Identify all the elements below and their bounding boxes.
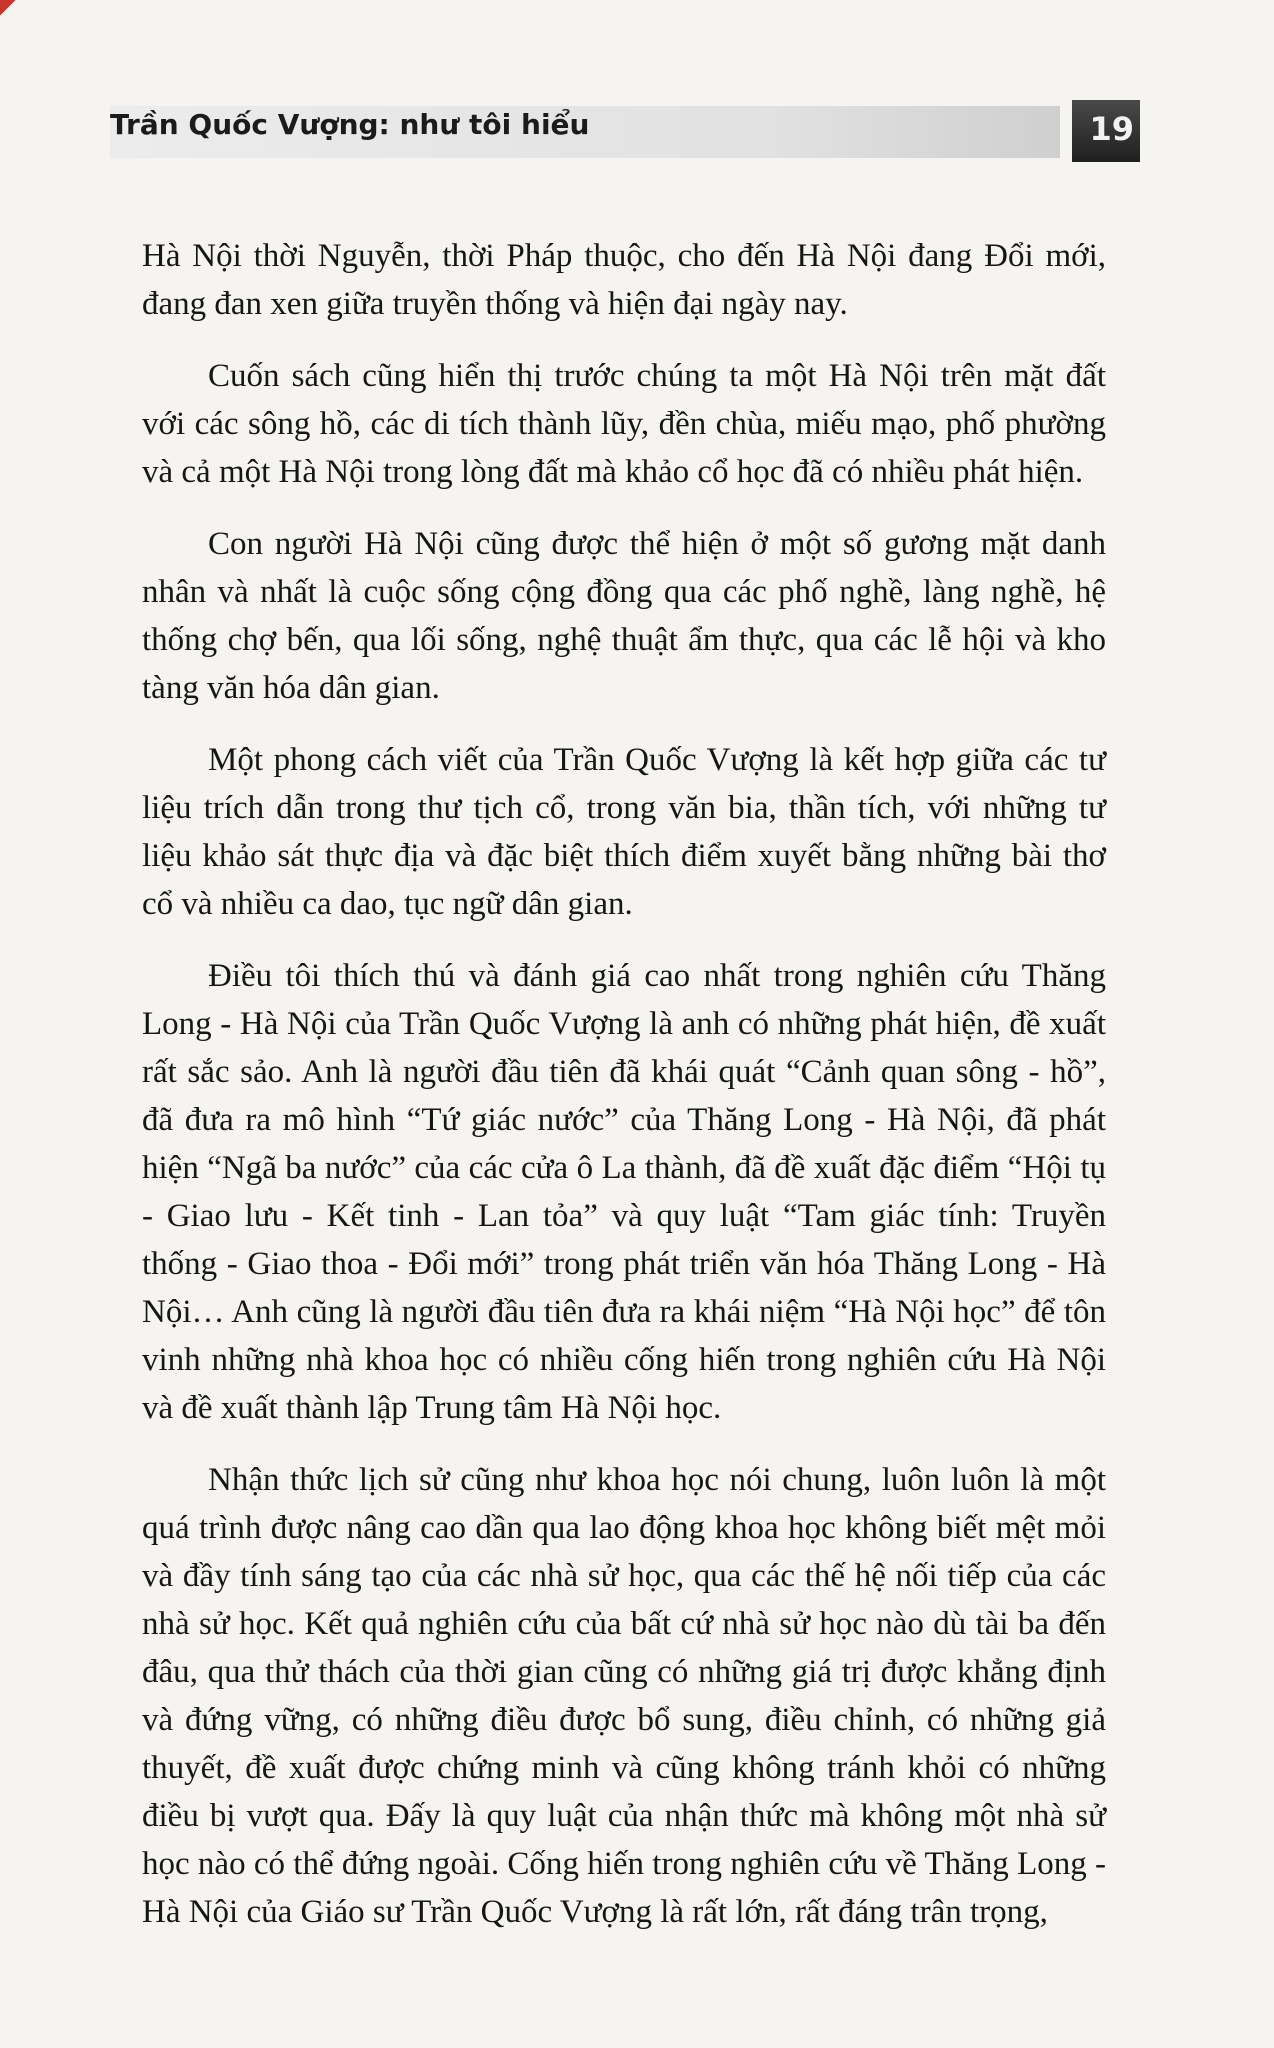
running-title: Trần Quốc Vượng: như tôi hiểu — [110, 108, 590, 141]
body-text — [142, 232, 1106, 1960]
paragraph: Một phong cách viết của Trần Quốc Vượng là kết hợp giữa các tư liệu trích dẫn trong thư tịch cổ, trong văn bia, thần tích, với những tư liệu khảo sát thực địa và đặc biệt thích điểm xuyết bằng những bài thơ cổ và nhiều ca dao, tục ngữ dân gian. — [142, 742, 1106, 922]
page-header — [110, 96, 1140, 168]
page-number: 19 — [1089, 110, 1134, 148]
corner-mark — [0, 0, 26, 18]
paragraph: Điều tôi thích thú và đánh giá cao nhất trong nghiên cứu Thăng Long - Hà Nội của Trần Quốc Vượng là anh có những phát hiện, đề xuất rất sắc sảo. Anh là người đầu tiên đã khái quát “Cảnh quan sông - hồ”, đã đưa ra mô hình “Tứ giác nước” của Thăng Long - Hà Nội, đã phát hiện “Ngã ba nước” của các cửa ô La thành, đã đề xuất đặc điểm “Hội tụ - Giao lưu - Kết tinh - Lan tỏa” và quy luật “Tam giác tính: Truyền thống - Giao thoa - Đổi mới” trong phát triển văn hóa Thăng Long - Hà Nội… Anh cũng là người đầu tiên đưa ra khái niệm “Hà Nội học” để tôn vinh những nhà khoa học có nhiều cống hiến trong nghiên cứu Hà Nội và đề xuất thành lập Trung tâm Hà Nội học. — [142, 958, 1106, 1426]
page-number-box — [1072, 100, 1140, 162]
paragraph: Cuốn sách cũng hiển thị trước chúng ta một Hà Nội trên mặt đất với các sông hồ, các di tích thành lũy, đền chùa, miếu mạo, phố phường và cả một Hà Nội trong lòng đất mà khảo cổ học đã có nhiều phát hiện. — [142, 358, 1106, 490]
paragraph-continuation: Hà Nội thời Nguyễn, thời Pháp thuộc, cho đến Hà Nội đang Đổi mới, đang đan xen giữa truyền thống và hiện đại ngày nay. — [142, 238, 1106, 322]
paragraph: Con người Hà Nội cũng được thể hiện ở một số gương mặt danh nhân và nhất là cuộc sống cộng đồng qua các phố nghề, làng nghề, hệ thống chợ bến, qua lối sống, nghệ thuật ẩm thực, qua các lễ hội và kho tàng văn hóa dân gian. — [142, 526, 1106, 706]
paragraph: Nhận thức lịch sử cũng như khoa học nói chung, luôn luôn là một quá trình được nâng cao dần qua lao động khoa học không biết mệt mỏi và đầy tính sáng tạo của các nhà sử học, qua các thế hệ nối tiếp của các nhà sử học. Kết quả nghiên cứu của bất cứ nhà sử học nào dù tài ba đến đâu, qua thử thách của thời gian cũng có những giá trị được khẳng định và đứng vững, có những điều được bổ sung, điều chỉnh, có những giả thuyết, đề xuất được chứng minh và cũng không tránh khỏi có những điều bị vượt qua. Đấy là quy luật của nhận thức mà không một nhà sử học nào có thể đứng ngoài. Cống hiến trong nghiên cứu về Thăng Long - Hà Nội của Giáo sư Trần Quốc Vượng là rất lớn, rất đáng trân trọng, — [142, 1462, 1106, 1930]
